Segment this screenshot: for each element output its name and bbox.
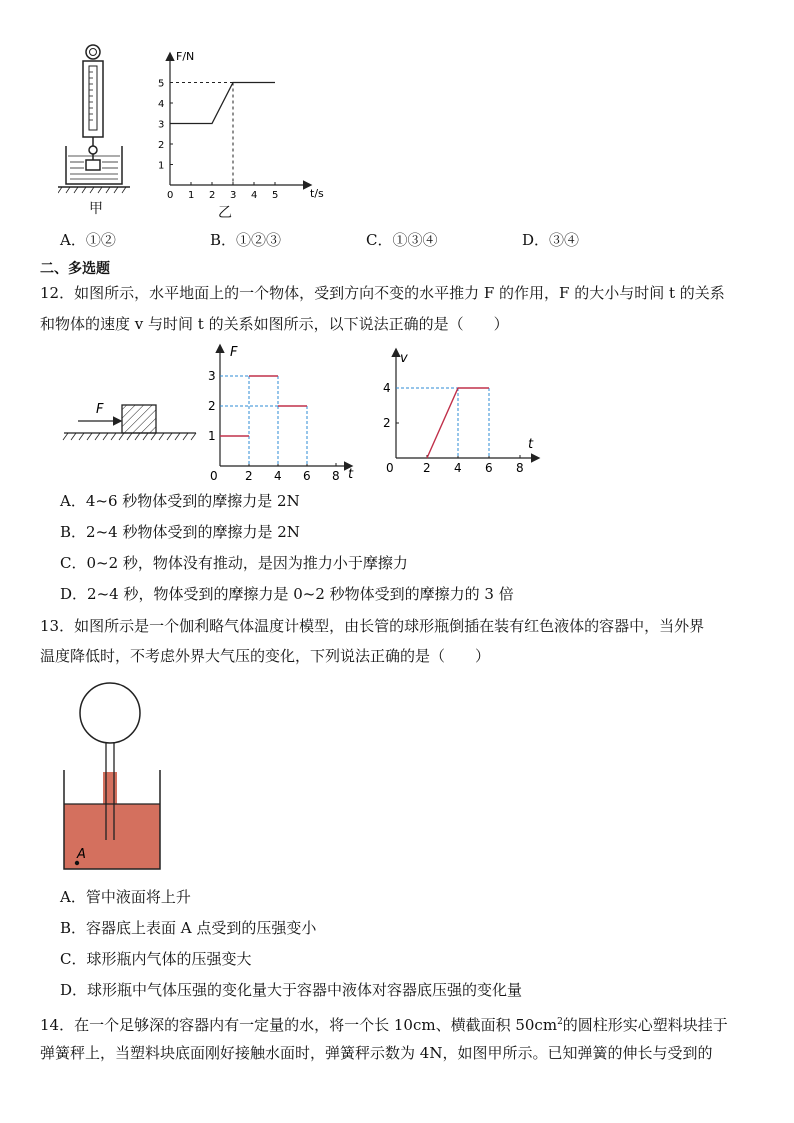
y-axis-label: F [230, 345, 238, 360]
y-tick-label: 3 [208, 369, 216, 383]
scale-ring [86, 45, 100, 59]
y-tick-label: 2 [208, 399, 216, 413]
q12-option-a: A．4~6 秒物体受到的摩擦力是 2N [60, 492, 300, 510]
fig-jia-spring-scale [58, 42, 138, 202]
x-tick-label: 4 [274, 469, 282, 480]
q12-option-b: B．2~4 秒物体受到的摩擦力是 2N [60, 523, 300, 541]
q11-option-c: C．①③④ [366, 231, 438, 249]
origin-label: 0 [386, 461, 394, 475]
x-axis-label: t [528, 437, 534, 452]
q13-option-b: B．容器底上表面 A 点受到的压强变小 [60, 919, 317, 937]
x-tick-label: 1 [188, 190, 195, 201]
y-axis-label: F/N [176, 50, 195, 63]
block [122, 405, 156, 433]
y-tick-label: 2 [383, 416, 391, 430]
label-yi: 乙 [218, 205, 232, 221]
plastic-block [86, 160, 100, 170]
x-tick-label: 8 [332, 469, 340, 480]
x-axis-label: t [348, 467, 354, 480]
section-title: 二、多选题 [40, 261, 110, 277]
fig-block-on-ground [60, 395, 200, 443]
x-axis-label: t/s [310, 187, 324, 200]
y-tick-label: 1 [158, 160, 165, 172]
fig-f-t-chart [196, 340, 366, 480]
x-tick-label: 4 [454, 461, 462, 475]
x-tick-label: 3 [230, 190, 237, 201]
x-tick-label: 2 [209, 190, 216, 201]
y-tick-label: 4 [383, 381, 391, 395]
q14-text-line2: 弹簧秤上，当塑料块底面刚好接触水面时，弹簧秤示数为 4N，如图甲所示。已知弹簧的伸长与受到的 [40, 1044, 713, 1062]
y-axis-label: v [400, 351, 408, 366]
scale-ticks [89, 72, 93, 120]
force-series-line [170, 83, 275, 124]
fig-yi-chart [150, 42, 340, 212]
q12-option-c: C．0~2 秒，物体没有推动，是因为推力小于摩擦力 [60, 554, 408, 572]
q14-text-line1: 14．在一个足够深的容器内有一定量的水，将一个长 10cm、横截面积 $50cm^2$的圆柱形实心塑料块挂于 [40, 1016, 728, 1034]
q13-text-line2: 温度降低时，不考虑外界大气压的变化，下列说法正确的是（ ） [40, 647, 491, 665]
x-tick-label: 4 [251, 190, 258, 201]
y-tick-label: 2 [158, 140, 165, 151]
y-tick-label: 1 [208, 429, 216, 443]
y-tick-label: 3 [158, 119, 165, 131]
fig-v-t-chart [378, 340, 548, 480]
x-tick-label: 0 [167, 190, 174, 201]
x-tick-label: 2 [245, 469, 253, 480]
q12-text-line2: 和物体的速度 v 与时间 t 的关系如图所示，以下说法正确的是（ ） [40, 315, 509, 333]
x-tick-label: 8 [516, 461, 524, 475]
label-jia: 甲 [89, 201, 103, 217]
glass-bulb [80, 683, 140, 743]
q11-option-d: D．③④ [522, 231, 580, 249]
scale-hook [89, 146, 97, 154]
q12-option-d: D．2~4 秒，物体受到的摩擦力是 0~2 秒物体受到的摩擦力的 3 倍 [60, 585, 514, 603]
force-label: F [96, 402, 104, 417]
x-tick-label: 6 [485, 461, 493, 475]
q13-option-a: A．管中液面将上升 [60, 888, 191, 906]
fig-galileo-thermometer [58, 680, 168, 875]
origin-label: 0 [210, 469, 218, 480]
y-tick-label: 5 [158, 78, 165, 90]
q13-option-d: D．球形瓶中气体压强的变化量大于容器中液体对容器底压强的变化量 [60, 981, 523, 999]
x-tick-label: 2 [423, 461, 431, 475]
q11-option-b: B．①②③ [210, 231, 282, 249]
q13-option-c: C．球形瓶内气体的压强变大 [60, 950, 252, 968]
scale-body [83, 61, 103, 137]
tube-liquid-column [103, 772, 117, 804]
y-tick-label: 4 [158, 99, 165, 110]
q12-text-line1: 12．如图所示，水平地面上的一个物体，受到方向不变的水平推力 F 的作用，F 的大小与时间 t 的关系 [40, 284, 725, 302]
q11-option-a: A．①② [60, 231, 116, 249]
x-tick-label: 6 [303, 469, 311, 480]
point-a-label: A [77, 847, 86, 862]
q13-text-line1: 13．如图所示是一个伽利略气体温度计模型，由长管的球形瓶倒插在装有红色液体的容器中，当外界 [40, 617, 705, 635]
x-tick-label: 5 [272, 190, 279, 201]
